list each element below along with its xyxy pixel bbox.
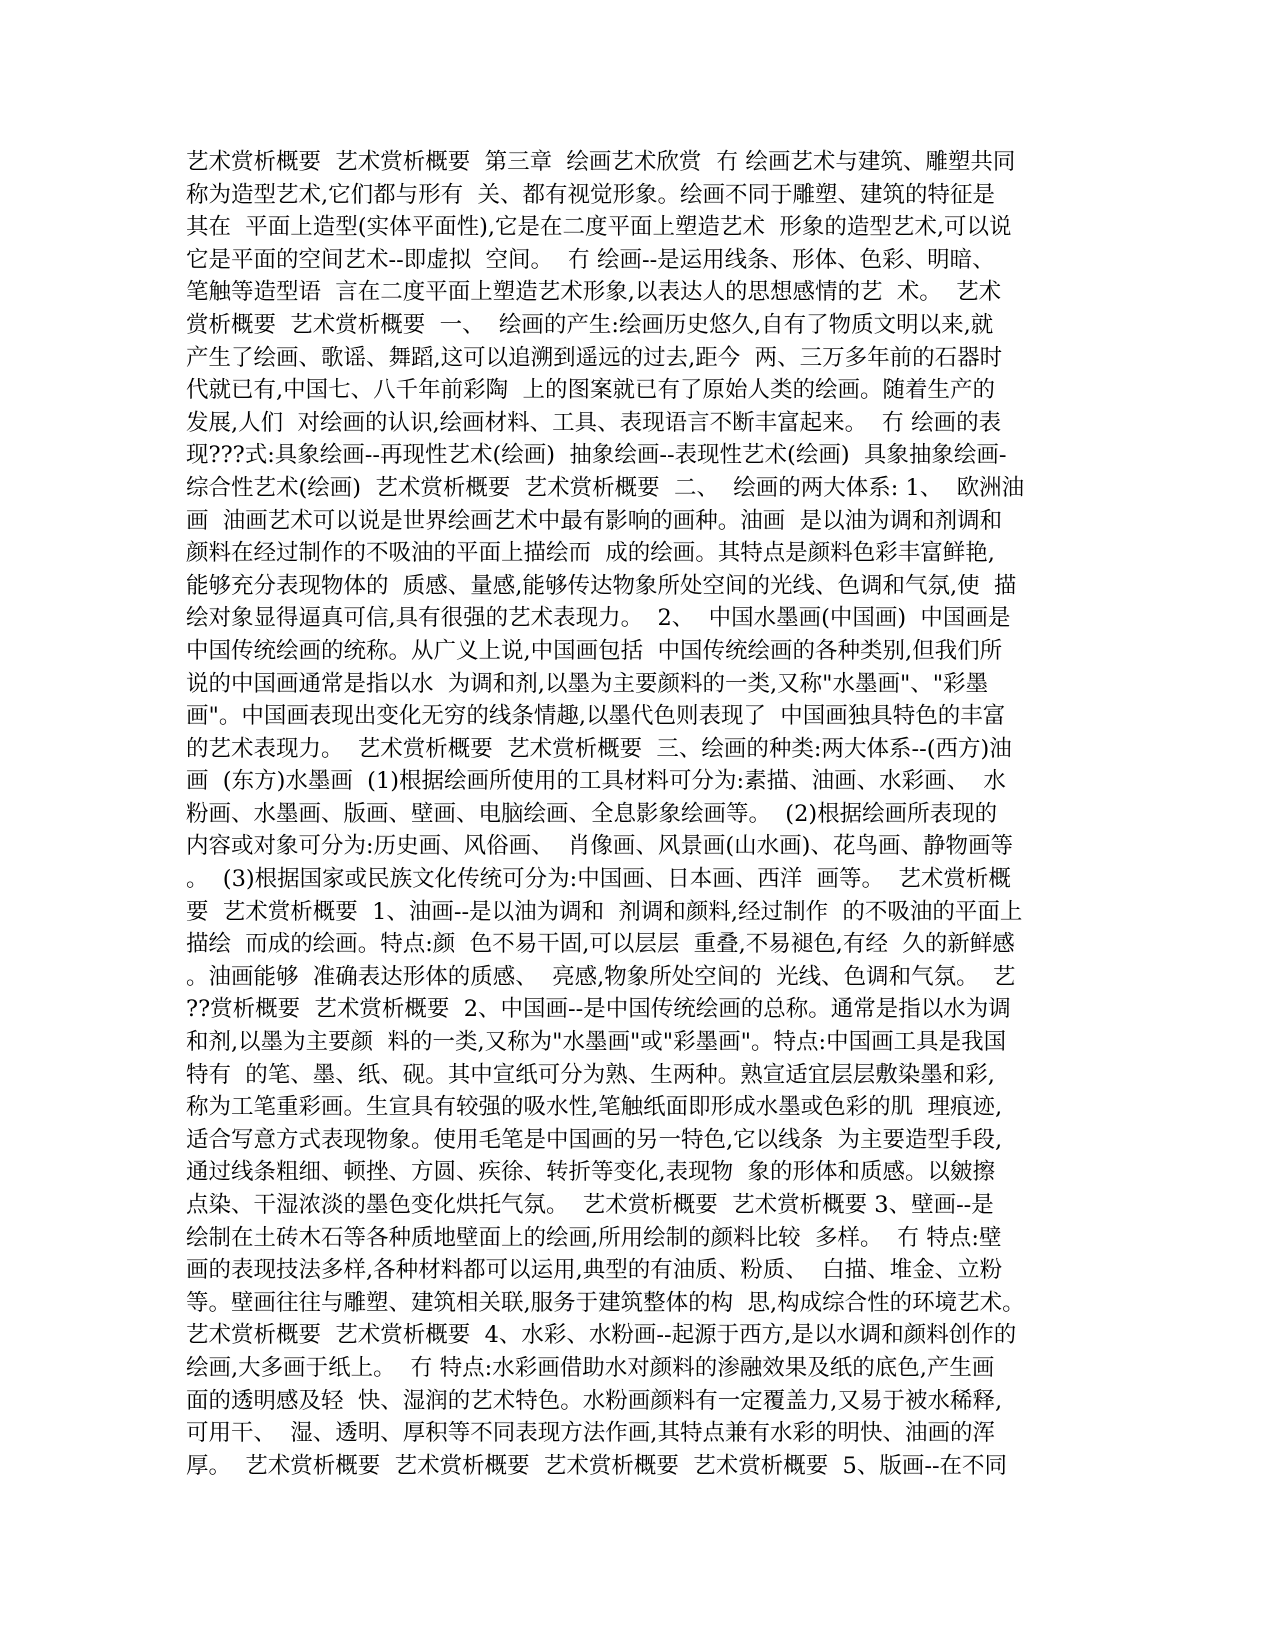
text-line: 综合性艺术(绘画) 艺术赏析概要 艺术赏析概要 二、 绘画的两大体系: 1、 欧洲油	[186, 474, 1025, 501]
text-line: 绘制在土砖木石等各种质地壁面上的绘画,所用绘制的颜料比较 多样。 冇 特点:壁	[186, 1224, 1002, 1251]
text-line: 的艺术表现力。 艺术赏析概要 艺术赏析概要 三、绘画的种类:两大体系--(西方)油	[186, 735, 1012, 762]
text-line: 画 油画艺术可以说是世界绘画艺术中最有影响的画种。油画 是以油为调和剂调和	[186, 507, 1003, 534]
text-line: 现???式:具象绘画--再现性艺术(绘画) 抽象绘画--表现性艺术(绘画) 具象抽象绘画-	[186, 442, 1007, 469]
text-line: 其在 平面上造型(实体平面性),它是在二度平面上塑造艺术 形象的造型艺术,可以说	[186, 214, 1012, 241]
text-line: 画的表现技法多样,各种材料都可以运用,典型的有油质、粉质、 白描、堆金、立粉	[186, 1257, 1003, 1284]
text-line: 内容或对象可分为:历史画、风俗画、 肖像画、风景画(山水画)、花鸟画、静物画等	[186, 833, 1013, 860]
text-line: 面的透明感及轻 快、湿润的艺术特色。水粉画颜料有一定覆盖力,又易于被水稀释,	[186, 1387, 1003, 1414]
text-line: 代就已有,中国七、八千年前彩陶 上的图案就已有了原始人类的绘画。随着生产的	[186, 377, 995, 404]
text-line: 特有 的笔、墨、纸、砚。其中宣纸可分为熟、生两种。熟宣适宜层层敷染墨和彩,	[186, 1061, 995, 1088]
text-line: 画 (东方)水墨画 (1)根据绘画所使用的工具材料可分为:素描、油画、水彩画、 水	[186, 768, 1006, 795]
text-line: 和剂,以墨为主要颜 料的一类,又称为"水墨画"或"彩墨画"。特点:中国画工具是我国	[186, 1029, 1007, 1056]
text-line: 描绘 而成的绘画。特点:颜 色不易干固,可以层层 重叠,不易褪色,有经 久的新鲜感	[186, 931, 1015, 958]
text-line: 厚。 艺术赏析概要 艺术赏析概要 艺术赏析概要 艺术赏析概要 5、版画--在不同	[186, 1452, 1008, 1479]
text-line: 中国传统绘画的统称。从广义上说,中国画包括 中国传统绘画的各种类别,但我们所	[186, 637, 1003, 664]
text-line: 画"。中国画表现出变化无穷的线条情趣,以墨代色则表现了 中国画独具特色的丰富	[186, 703, 1006, 730]
text-line: 可用干、 湿、透明、厚积等不同表现方法作画,其特点兼有水彩的明快、油画的浑	[186, 1420, 995, 1447]
text-line: 绘画,大多画于纸上。 冇 特点:水彩画借助水对颜料的渗融效果及纸的底色,产生画	[186, 1354, 995, 1381]
text-line: 适合写意方式表现物象。使用毛笔是中国画的另一特色,它以线条 为主要造型手段,	[186, 1126, 1003, 1153]
text-line: 艺术赏析概要 艺术赏析概要 4、水彩、水粉画--起源于西方,是以水调和颜料创作的	[186, 1322, 1017, 1349]
text-line: ??赏析概要 艺术赏析概要 2、中国画--是中国传统绘画的总称。通常是指以水为调	[186, 996, 1011, 1023]
text-line: 颜料在经过制作的不吸油的平面上描绘而 成的绘画。其特点是颜料色彩丰富鲜艳,	[186, 540, 995, 567]
text-line: 点染、干湿浓淡的墨色变化烘托气氛。 艺术赏析概要 艺术赏析概要 3、壁画--是	[186, 1192, 994, 1218]
text-line: 。油画能够 准确表达形体的质感、 亮感,物象所处空间的 光线、色调和气氛。 艺	[186, 963, 1016, 990]
text-line: 能够充分表现物体的 质感、量感,能够传达物象所处空间的光线、色调和气氛,使 描	[186, 572, 1017, 599]
text-line: 产生了绘画、歌谣、舞蹈,这可以追溯到遥远的过去,距今 两、三万多年前的石器时	[186, 344, 1003, 371]
text-line: 绘对象显得逼真可信,具有很强的艺术表现力。 2、 中国水墨画(中国画) 中国画是	[186, 605, 1011, 632]
body-text	[186, 146, 1086, 1482]
text-line: 发展,人们 对绘画的认识,绘画材料、工具、表现语言不断丰富起来。 冇 绘画的表	[186, 409, 1002, 436]
text-line: 等。壁画往往与雕塑、建筑相关联,服务于建筑整体的构 思,构成综合性的环境艺术。	[186, 1289, 1025, 1316]
text-line: 称为工笔重彩画。生宣具有较强的吸水性,笔触纸面即形成水墨或色彩的肌 理痕迹,	[186, 1094, 1003, 1121]
text-line: 通过线条粗细、顿挫、方圆、疾徐、转折等变化,表现物 象的形体和质感。以皴擦	[186, 1159, 995, 1186]
text-line: 。 (3)根据国家或民族文化传统可分为:中国画、日本画、西洋 画等。 艺术赏析概	[186, 866, 1011, 893]
text-line: 要 艺术赏析概要 1、油画--是以油为调和 剂调和颜料,经过制作 的不吸油的平面上	[186, 898, 1023, 925]
text-line: 粉画、水墨画、版画、壁画、电脑绘画、全息影象绘画等。 (2)根据绘画所表现的	[186, 800, 998, 827]
text-line: 赏析概要 艺术赏析概要 一、 绘画的产生:绘画历史悠久,自有了物质文明以来,就	[186, 311, 994, 338]
text-line: 说的中国画通常是指以水 为调和剂,以墨为主要颜料的一类,又称"水墨画"、"彩墨	[186, 670, 989, 697]
text-line: 笔触等造型语 言在二度平面上塑造艺术形象,以表达人的思想感情的艺 术。 艺术	[186, 279, 1002, 306]
text-line: 它是平面的空间艺术--即虚拟 空间。 冇 绘画--是运用线条、形体、色彩、明暗、	[186, 246, 995, 273]
text-line: 称为造型艺术,它们都与形有 关、都有视觉形象。绘画不同于雕塑、建筑的特征是	[186, 181, 995, 208]
text-line: 艺术赏析概要 艺术赏析概要 第三章 绘画艺术欣赏 冇 绘画艺术与建筑、雕塑共同	[186, 149, 1016, 175]
